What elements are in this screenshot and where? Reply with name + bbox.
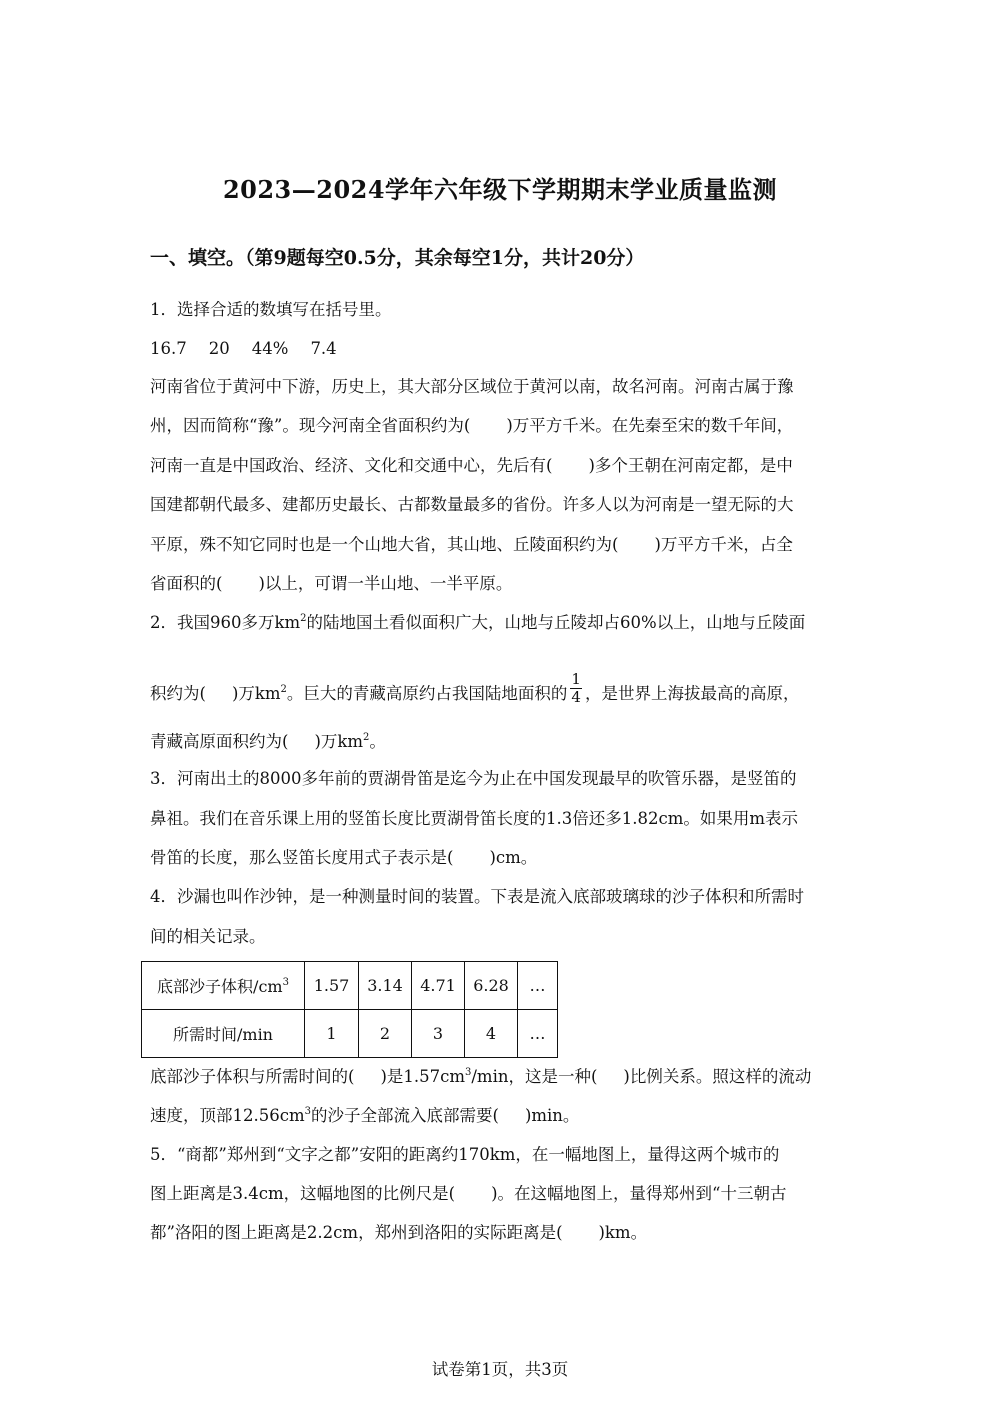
- table-cell: 3: [412, 1010, 465, 1058]
- page-title: 2023—2024学年六年级下学期期末学业质量监测: [222, 175, 778, 204]
- question-3-text-line: 骨笛的长度，那么竖笛长度用式子表示是( )cm。: [150, 848, 538, 867]
- table-cell: 3.14: [359, 962, 412, 1010]
- table-cell: 4.71: [412, 962, 465, 1010]
- question-1-text-line: 国建都朝代最多、建都历史最长、古都数量最多的省份。许多人以为河南是一望无际的大: [150, 495, 794, 514]
- question-4-text-line: 底部沙子体积与所需时间的( )是$1.57cm^3/\min$，这是一种( )比例关系。照这样的流动: [150, 1067, 812, 1086]
- question-1-text-line: 平原，殊不知它同时也是一个山地大省，其山地、丘陵面积约为( )万平方千米，占全: [150, 535, 793, 554]
- option: 7.4: [310, 339, 337, 358]
- question-4-text-line: 间的相关记录。: [150, 927, 266, 946]
- table-cell: 1: [305, 1010, 359, 1058]
- question-5-text-line: 5．“商都”郑州到“文字之都”安阳的距离约170km，在一幅地图上，量得这两个城市的: [150, 1145, 780, 1164]
- fraction: $\frac{1}{4}$: [571, 670, 581, 706]
- question-3-text-line: 3．河南出土的8000多年前的贾湖骨笛是迄今为止在中国发现最早的吹管乐器，是竖笛的: [150, 769, 797, 788]
- sand-data-table: [141, 961, 558, 1058]
- option: 16.7: [150, 339, 187, 358]
- table-row: [142, 962, 558, 1010]
- page-footer: 试卷第1页，共3页: [431, 1360, 569, 1379]
- question-2-text-line: 2．我国960多万$km^2$的陆地国土看似面积广大，山地与丘陵却占60%以上，山地与丘陵面: [150, 613, 806, 632]
- question-1-options: [150, 338, 337, 360]
- option: 20: [208, 339, 230, 358]
- question-1-text-line: 河南省位于黄河中下游，历史上，其大部分区域位于黄河以南，故名河南。河南古属于豫: [150, 377, 794, 396]
- section-heading: 一、填空。（第9题每空0.5分，其余每空1分，共计20分）: [150, 247, 645, 269]
- question-1-text-line: 省面积的( )以上，可谓一半山地、一半平原。: [150, 574, 513, 593]
- question-5-text-line: 都”洛阳的图上距离是2.2cm，郑州到洛阳的实际距离是( )km。: [150, 1223, 648, 1242]
- question-1-text-line: 河南一直是中国政治、经济、文化和交通中心，先后有( )多个王朝在河南定都，是中: [150, 456, 793, 475]
- table-cell: 1.57: [305, 962, 359, 1010]
- question-2-text-line: 青藏高原面积约为( )万$km^2$。: [150, 732, 386, 751]
- table-row: [142, 1010, 558, 1058]
- table-cell: 4: [465, 1010, 518, 1058]
- question-3-text-line: 鼻祖。我们在音乐课上用的竖笛长度比贾湖骨笛长度的1.3倍还多1.82cm。如果用m表示: [150, 809, 799, 828]
- question-4-text-line: 速度，顶部$12.56cm^3$的沙子全部流入底部需要( )min。: [150, 1106, 580, 1125]
- table-row-label: 底部沙子体积$/cm^3$: [142, 962, 305, 1010]
- question-1-prompt: 1．选择合适的数填写在括号里。: [150, 300, 392, 319]
- question-1-text-line: 州，因而简称“豫”。现今河南全省面积约为( )万平方千米。在先秦至宋的数千年间，: [150, 416, 794, 435]
- question-4-text-line: 4．沙漏也叫作沙钟，是一种测量时间的装置。下表是流入底部玻璃球的沙子体积和所需时: [150, 887, 804, 906]
- question-5-text-line: 图上距离是3.4cm，这幅地图的比例尺是( )。在这幅地图上，量得郑州到“十三朝古: [150, 1184, 787, 1203]
- question-2-text-line: 积约为( )万$km^2$。巨大的青藏高原约占我国陆地面积的 $\frac{1}{4}$ ，是世界上海拔最高的高原，: [150, 670, 800, 706]
- table-cell: 2: [359, 1010, 412, 1058]
- table-cell: 6.28: [465, 962, 518, 1010]
- option: 44%: [251, 339, 289, 358]
- table-row-label: 所需时间/min: [142, 1010, 305, 1058]
- table-cell: …: [518, 1010, 558, 1058]
- table-cell: …: [518, 962, 558, 1010]
